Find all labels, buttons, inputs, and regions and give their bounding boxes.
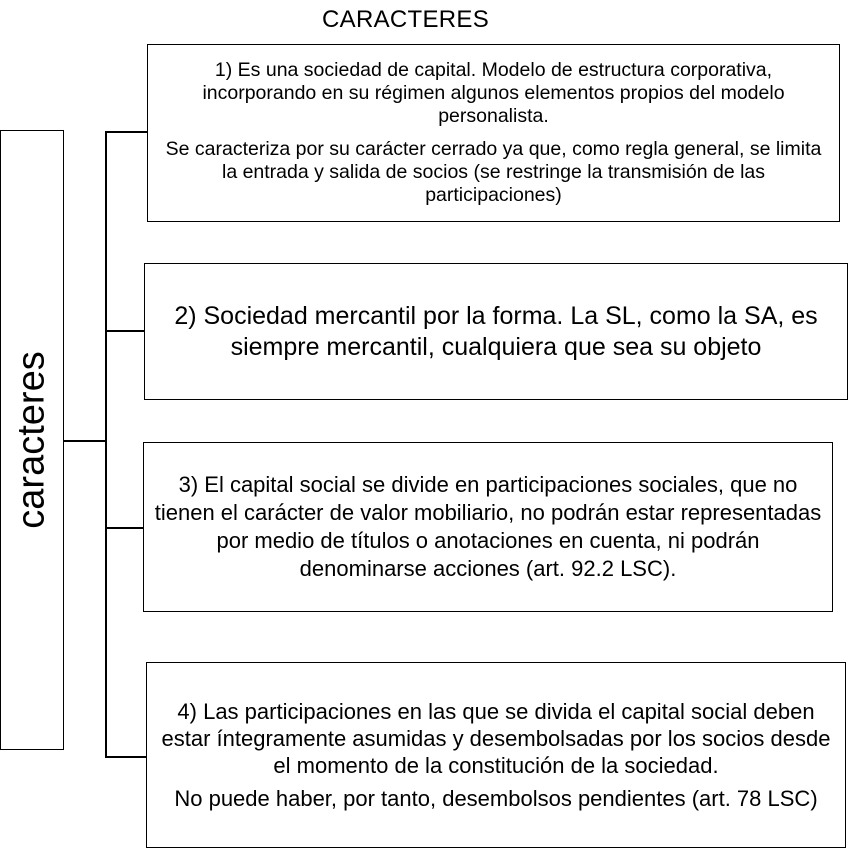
characteristic-box-1 [147, 44, 840, 222]
characteristic-4-text-b: No puede haber, por tanto, desembolsos pendientes (art. 78 LSC) [174, 786, 818, 811]
connector-root-to-spine [64, 440, 106, 442]
diagram-title: CARACTERES [322, 6, 490, 33]
characteristic-box-4 [146, 662, 846, 848]
connector-branch-1 [105, 131, 148, 133]
connector-branch-4 [105, 756, 147, 758]
root-node-label: caracteres [10, 351, 53, 529]
connector-branch-2 [105, 330, 145, 332]
characteristic-box-3 [143, 442, 833, 612]
characteristic-box-2 [144, 263, 848, 400]
characteristic-2-text: 2) Sociedad mercantil por la forma. La SL, como la SA, es siempre mercantil, cualquiera que sea su objeto [174, 301, 818, 361]
connector-branch-3 [105, 527, 144, 529]
characteristic-1-text-b: Se caracteriza por su carácter cerrado ya que, como regla general, se limita la entrada y salida de socios (se restringe la transmisión de las participaciones) [165, 138, 822, 206]
characteristic-1-text-a: 1) Es una sociedad de capital. Modelo de estructura corporativa, incorporando en su régimen algunos elementos propios del modelo personalista. [202, 59, 785, 127]
characteristic-4-text-a: 4) Las participaciones en las que se divida el capital social deben estar íntegramente asumidas y desembolsadas por los socios desde el momento de la constitución de la sociedad. [161, 699, 831, 778]
connector-spine [105, 131, 107, 757]
characteristic-3-text: 3) El capital social se divide en participaciones sociales, que no tienen el carácter de valor mobiliario, no podrán estar representadas por medio de títulos o anotaciones en cuenta, ni podrán denominarse acciones (art. 92.2 LSC). [154, 472, 822, 581]
